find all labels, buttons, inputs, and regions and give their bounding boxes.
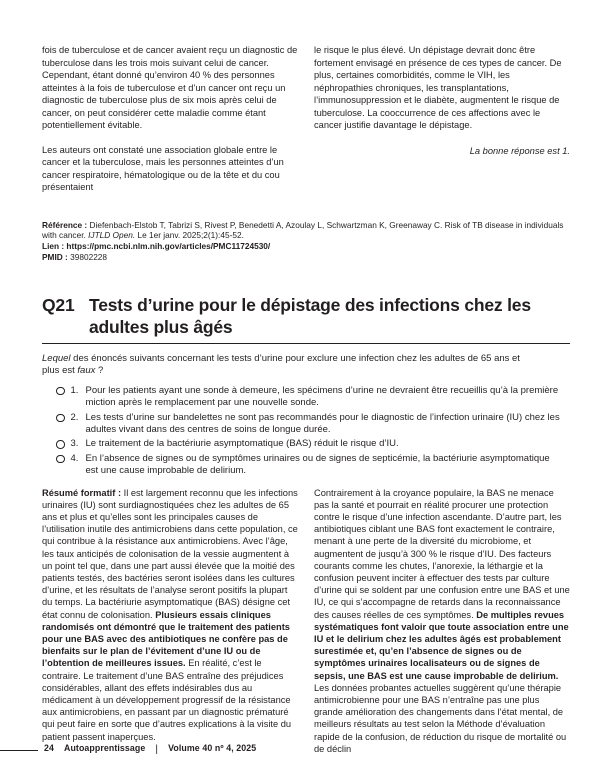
- stem-body: des énoncés suivants concernant les tests d’urine pour exclure une infection chez les adultes de 65 ans et plus est: [42, 353, 520, 377]
- stem-italic-lead: Lequel: [42, 353, 71, 365]
- reference-url[interactable]: https://pmc.ncbi.nlm.nih.gov/articles/PMC11724530/: [64, 241, 271, 252]
- option-radio-icon[interactable]: [56, 414, 65, 423]
- summary-section: [42, 487, 570, 755]
- footer-separator: |: [155, 744, 159, 755]
- question-number: Q21: [42, 295, 75, 316]
- answer-options: [42, 385, 570, 478]
- question-heading: [42, 295, 570, 338]
- question-stem: [42, 353, 534, 378]
- paragraph: le risque le plus élevé. Un dépistage devrait donc être fortement envisagé en présence de ces types de cancer. De plus, certaines comorbidités, comme le VIH, les néphropathies chroniques, les transplantations, l’immunosuppression et le diabète, augmentent le risque de tuberculose. La cooccurrence de ces affections avec le cancer justifie davantage le dépistage.: [314, 45, 562, 130]
- summary-text: Les données probantes actuelles suggèrent qu’une thérapie antimicrobienne pour une BAS n’entraîne pas une plus grande amélioration des changements dans l’état mental, de meilleurs résultats au test selon la Méthode d’évaluation rapide de la confusion, de réduction du risque de mortalité ou de déclin: [314, 682, 567, 754]
- journal-name: Autoapprentissage: [64, 743, 146, 753]
- answer-option-3[interactable]: [42, 438, 570, 450]
- stem-italic-faux: faux: [77, 365, 96, 377]
- correct-answer-line: La bonne réponse est 1.: [469, 145, 570, 156]
- option-text: Pour les patients ayant une sonde à demeure, les spécimens d’urine ne devraient être recueillis qu’à la première miction après le remplacement par une nouvelle sonde.: [85, 384, 559, 409]
- summary-label: Résumé formatif :: [42, 487, 122, 498]
- page-number: 24: [44, 743, 54, 753]
- reference-authors: Diefenbach-Elstob T, Tabrizi S, Rivest P, Benedetti A, Azoulay L, Schwartzman K, Greenaway C. Risk of TB disease in individuals with cancer.: [42, 219, 564, 241]
- summary-key-finding: Plusieurs essais cliniques randomisés ont démontré que le traitement des patients pour une BAS avec des antibiotiques ne confère pas de bienfaits sur le plan de l’évitement d’une IU ou de l’obtention de meilleures issues.: [42, 609, 290, 669]
- volume-issue: Volume 40 nº 4, 2025: [168, 743, 257, 753]
- summary-left-column: [42, 487, 298, 755]
- answer-option-4[interactable]: [42, 453, 570, 478]
- option-radio-icon[interactable]: [56, 440, 65, 449]
- prev-answer-left-column: [42, 44, 298, 194]
- reference-block: [42, 220, 570, 264]
- previous-answer-section: [42, 44, 570, 194]
- option-text: En l’absence de signes ou de symptômes urinaires ou de signes de septicémie, la bactériurie asymptomatique est une cause improbable de delirium.: [85, 452, 550, 477]
- reference-link-line: [42, 241, 570, 252]
- answer-option-1[interactable]: [42, 385, 570, 410]
- stem-question-mark: ?: [95, 365, 104, 377]
- page-content: [42, 44, 570, 755]
- option-number: 2.: [70, 411, 79, 423]
- option-radio-icon[interactable]: [56, 455, 65, 464]
- summary-text: Il est largement reconnu que les infections urinaires (IU) sont surdiagnostiquées chez les adultes de 65 ans et plus et qu’elles sont les principales causes de l’utilisation inutile des antimicrobiens dans cette population, ce qui contribue à la résistance aux antimicrobiens. Avec l’âge, les taux anticipés de colonisation de la vessie augmentent à un point tel que, dans une part aussi élevée que la moitié des patients testés, des bactéries seront isolées dans les cultures d’urine, et les résultats de l’analyse seront positifs la plupart du temps. La bactériurie asymptomatique (BAS) désigne cet état connu de colonisation.: [42, 487, 298, 620]
- summary-text: En réalité, c’est le contraire. Le traitement d’une BAS entraîne des préjudices considérables, allant des effets indésirables dus au médicament à un développement progressif de la résistance aux antimicrobiens, en passant par un diagnostic prématuré qui peut faire en sorte que d’autres explications à la visite du patient passent inaperçues.: [42, 658, 292, 742]
- footer-margin-rule: [0, 750, 38, 751]
- pmid-value: 39802228: [67, 252, 108, 263]
- prev-answer-right-column: [314, 44, 570, 194]
- summary-key-finding: De multiples revues systématiques font valoir que toute association entre une IU et le delirium chez les adultes âgés est probablement surestimée et, qu’en l’absence de signes ou de symptômes urinaires localisateurs ou de signes de sepsis, une BAS est une cause improbable de delirium.: [314, 609, 569, 681]
- page-footer: [44, 743, 256, 754]
- pmid-label: PMID :: [42, 252, 68, 263]
- paragraph: Les auteurs ont constaté une association globale entre le cancer et la tuberculose, mais les personnes atteintes d’un cancer respiratoire, hématologique ou de la tête et du cou présentaient: [42, 144, 284, 192]
- heading-divider: [42, 343, 570, 344]
- reference-citation: [42, 220, 570, 242]
- reference-date: Le 1er janv. 2025;2(1):45-52.: [135, 230, 244, 241]
- option-number: 4.: [70, 452, 79, 464]
- link-label: Lien :: [42, 241, 65, 252]
- paragraph: fois de tuberculose et de cancer avaient reçu un diagnostic de tuberculose dans les trois mois suivant celui de cancer. Cependant, étant donné qu’environ 40 % des personnes atteintes à la fois de tuberculose et d’un cancer ont reçu un diagnostic de tuberculose plus de six mois après celui de cancer, on peut considérer cette maladie comme étant potentiellement évitable.: [42, 45, 298, 130]
- summary-text: Contrairement à la croyance populaire, la BAS ne menace pas la santé et pourrait en réalité procurer une protection contre le risque d’une infection ascendante. D’autre part, les antibiotiques ciblant une BAS font exactement le contraire, menant à une perte de la diversité du microbiome, et augmentent de jusqu’à 300 % le risque d’IU. Des facteurs courants comme les chutes, l’anorexie, la léthargie et la confusion peuvent inciter à effectuer des tests par culture d’urine qui se soldent par une confusion entre une BAS et une IU, ce qui s’accompagne de retards dans la reconnaissance des causes réelles de ces symptômes.: [314, 487, 570, 620]
- reference-pmid-line: [42, 252, 570, 263]
- option-number: 3.: [70, 438, 79, 450]
- question-title: Tests d’urine pour le dépistage des infections chez les adultes plus âgés: [89, 295, 531, 337]
- answer-option-2[interactable]: [42, 412, 570, 437]
- option-text: Les tests d’urine sur bandelettes ne sont pas recommandés pour le diagnostic de l’infection urinaire (IU) chez les adultes vivant dans des centres de soins de longue durée.: [85, 411, 560, 435]
- option-number: 1.: [70, 384, 79, 396]
- option-text: Le traitement de la bactériurie asymptomatique (BAS) réduit le risque d’IU.: [85, 438, 399, 450]
- summary-right-column: [314, 487, 570, 755]
- reference-journal: IJTLD Open.: [88, 230, 136, 241]
- reference-label: Référence :: [42, 219, 88, 230]
- option-radio-icon[interactable]: [56, 387, 65, 396]
